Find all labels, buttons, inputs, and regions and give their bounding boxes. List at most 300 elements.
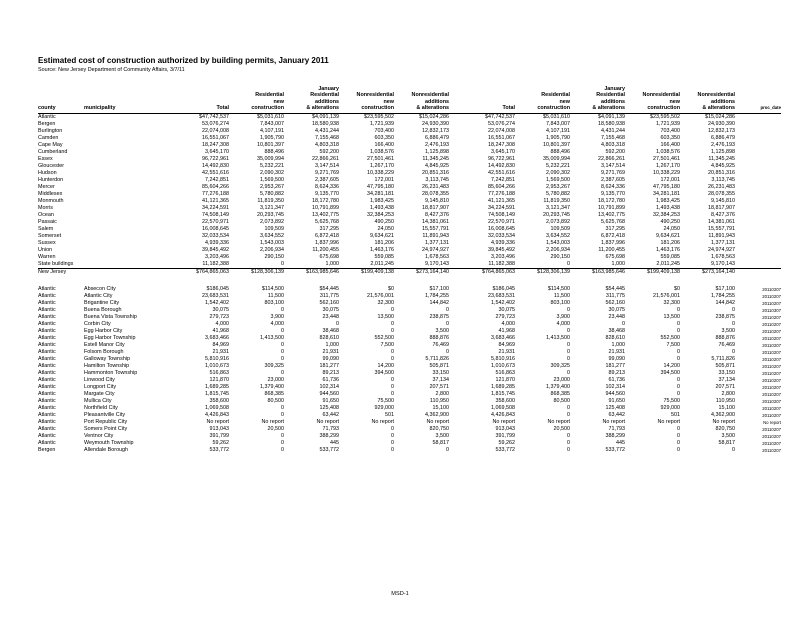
proc-date-cell: 20110207: [762, 356, 781, 362]
value-cell-repeat: 23,683,531: [488, 292, 515, 299]
value-cell: 3,113,745: [425, 176, 449, 183]
value-cell-repeat: $4,091,139: [598, 113, 625, 120]
value-cell-repeat: 559,085: [660, 253, 680, 260]
value-cell: 76,469: [432, 341, 449, 348]
value-cell: 4,431,244: [315, 127, 339, 134]
value-cell-repeat: 22,866,261: [598, 155, 625, 162]
value-cell: 59,262: [212, 439, 229, 446]
value-cell: No report: [206, 418, 229, 425]
proc-date-cell: [735, 247, 781, 254]
county-cell: Atlantic: [38, 418, 56, 425]
value-cell: 1,721,939: [370, 120, 394, 127]
proc-date-cell: 20110207: [762, 377, 781, 383]
value-cell-repeat: 2,476,193: [711, 141, 735, 148]
proc-date-cell: [735, 177, 781, 184]
value-cell: 0: [391, 320, 394, 327]
county-row: [38, 149, 781, 156]
value-cell: 0: [391, 327, 394, 334]
municipality-row: [38, 356, 781, 363]
proc-date-cell: [735, 156, 781, 163]
value-cell-repeat: 18,817,907: [708, 204, 735, 211]
source-note: Source: New Jersey Department of Community Affairs, 3/7/11: [38, 67, 185, 73]
value-cell-repeat: 35,009,994: [543, 155, 570, 162]
municipality-cell: Absecon City: [84, 285, 116, 292]
county-row: [38, 142, 781, 149]
value-cell-repeat: 0: [677, 446, 680, 453]
value-cell: 309,325: [264, 362, 284, 369]
proc-date-cell: [735, 261, 781, 269]
county-cell: Atlantic: [38, 383, 56, 390]
value-cell: 37,134: [432, 376, 449, 383]
value-cell: 63,442: [322, 411, 339, 418]
value-cell-repeat: No report: [547, 418, 570, 425]
county-cell: Warren: [38, 253, 56, 260]
value-cell-repeat: 1,678,563: [711, 253, 735, 260]
value-cell: 1,569,500: [260, 176, 284, 183]
county-cell: Bergen: [38, 446, 56, 453]
value-cell-repeat: 21,931: [498, 348, 515, 355]
value-cell-repeat: 388,299: [605, 432, 625, 439]
proc-date-cell: 20110207: [762, 440, 781, 446]
value-cell: 0: [391, 383, 394, 390]
value-cell: 0: [281, 260, 284, 267]
value-cell: 0: [281, 306, 284, 313]
value-cell: 533,772: [319, 446, 339, 453]
county-cell: Atlantic: [38, 404, 56, 411]
value-cell-repeat: 181,277: [605, 362, 625, 369]
value-cell: $764,865,063: [157, 268, 229, 276]
value-cell: 592,200: [319, 148, 339, 155]
value-cell: 1,678,563: [425, 253, 449, 260]
spacer-row: [38, 276, 781, 286]
county-cell: Sussex: [38, 239, 56, 246]
value-cell-repeat: 8,624,336: [601, 183, 625, 190]
value-cell: 22,866,261: [312, 155, 339, 162]
municipality-cell: Margate City: [84, 390, 115, 397]
value-cell-repeat: 9,271,769: [601, 169, 625, 176]
value-cell-repeat: 9,145,810: [711, 197, 735, 204]
value-cell-repeat: 913,043: [495, 425, 515, 432]
value-cell: 121,870: [209, 376, 229, 383]
value-cell: 71,793: [322, 425, 339, 432]
value-cell: 0: [391, 432, 394, 439]
municipality-cell: Buena Borough: [84, 306, 122, 313]
col-nonres-alt-2: Nonresidential additions & alterations: [680, 86, 735, 113]
value-cell: 0: [446, 306, 449, 313]
municipality-row: [38, 314, 781, 321]
value-cell: $47,742,537: [199, 113, 229, 120]
value-cell: 77,276,188: [202, 190, 229, 197]
value-cell: 505,871: [429, 362, 449, 369]
value-cell-repeat: 26,231,483: [708, 183, 735, 190]
value-cell-repeat: 4,362,900: [711, 411, 735, 418]
value-cell-repeat: 1,069,508: [491, 404, 515, 411]
value-cell-repeat: 1,815,745: [491, 390, 515, 397]
value-cell-repeat: 23,448: [608, 313, 625, 320]
value-cell-repeat: 18,247,308: [488, 141, 515, 148]
value-cell: 317,295: [319, 225, 339, 232]
value-cell-repeat: 0: [732, 320, 735, 327]
value-cell: 39,845,492: [202, 246, 229, 253]
value-cell: 3,203,496: [205, 253, 229, 260]
value-cell-repeat: 391,799: [495, 432, 515, 439]
municipality-row: [38, 370, 781, 377]
municipality-row: [38, 321, 781, 328]
value-cell-repeat: 41,968: [498, 327, 515, 334]
col-total: Total: [157, 86, 229, 113]
value-cell: 3,900: [270, 313, 284, 320]
value-cell-repeat: 311,775: [605, 292, 625, 299]
value-cell-repeat: $273,164,140: [680, 268, 735, 276]
value-cell-repeat: 533,772: [605, 446, 625, 453]
value-cell: 7,242,851: [205, 176, 229, 183]
value-cell: 11,500: [267, 292, 284, 299]
county-cell: New Jersey: [38, 268, 84, 276]
value-cell: $5,031,610: [257, 113, 284, 120]
municipality-cell: [84, 142, 157, 149]
value-cell-repeat: 34,224,591: [488, 204, 515, 211]
value-cell-repeat: 2,206,934: [546, 246, 570, 253]
value-cell-repeat: 0: [567, 369, 570, 376]
value-cell-repeat: 516,863: [495, 369, 515, 376]
municipality-cell: [84, 184, 157, 191]
county-cell: Passaic: [38, 218, 57, 225]
value-cell-repeat: 6,886,479: [711, 134, 735, 141]
value-cell: 34,224,591: [202, 204, 229, 211]
value-cell-repeat: 603,350: [660, 134, 680, 141]
value-cell-repeat: 41,121,365: [488, 197, 515, 204]
col-res-alt: January Residential additions & alterations: [284, 86, 339, 113]
value-cell: 23,000: [267, 376, 284, 383]
value-cell: 9,145,810: [425, 197, 449, 204]
value-cell-repeat: 37,134: [718, 376, 735, 383]
county-cell: Gloucester: [38, 162, 65, 169]
value-cell-repeat: 279,723: [495, 313, 515, 320]
value-cell-repeat: $0: [674, 285, 680, 292]
value-cell-repeat: 10,791,899: [598, 204, 625, 211]
municipality-row: [38, 440, 781, 447]
municipality-rows: [38, 286, 781, 454]
value-cell-repeat: $15,024,286: [705, 113, 735, 120]
value-cell-repeat: 820,750: [715, 425, 735, 432]
value-cell: 0: [281, 446, 284, 453]
value-cell: 32,033,534: [202, 232, 229, 239]
municipality-cell: Egg Harbor City: [84, 327, 123, 334]
value-cell: 84,969: [212, 341, 229, 348]
value-cell-repeat: 20,293,745: [543, 211, 570, 218]
proc-date-cell: [735, 170, 781, 177]
value-cell-repeat: No report: [602, 418, 625, 425]
value-cell-repeat: 0: [567, 260, 570, 267]
proc-date-cell: [735, 128, 781, 135]
value-cell-repeat: 75,500: [663, 397, 680, 404]
value-cell-repeat: 16,008,645: [488, 225, 515, 232]
value-cell: 516,863: [209, 369, 229, 376]
proc-date-cell: 20110207: [762, 384, 781, 390]
page-title: Estimated cost of construction authorized by building permits, January 2011: [38, 56, 329, 65]
value-cell-repeat: 5,232,221: [546, 162, 570, 169]
value-cell: 11,819,350: [257, 197, 284, 204]
value-cell: 58,817: [432, 439, 449, 446]
value-cell-repeat: 0: [677, 390, 680, 397]
value-cell-repeat: 0: [677, 327, 680, 334]
value-cell-repeat: 80,500: [553, 397, 570, 404]
value-cell: 311,775: [319, 292, 339, 299]
value-cell: 1,010,673: [205, 362, 229, 369]
value-cell: 30,075: [322, 306, 339, 313]
value-cell-repeat: 30,075: [498, 306, 515, 313]
value-cell: 34,281,181: [367, 190, 394, 197]
value-cell-repeat: 27,501,461: [653, 155, 680, 162]
county-row: [38, 254, 781, 261]
proc-date-cell: 20110307: [762, 307, 781, 313]
value-cell: 28,078,355: [422, 190, 449, 197]
county-row: [38, 212, 781, 219]
value-cell-repeat: 166,400: [660, 141, 680, 148]
value-cell-repeat: 74,508,149: [488, 211, 515, 218]
value-cell: $128,306,139: [229, 268, 284, 276]
value-cell: 4,362,900: [425, 411, 449, 418]
value-cell: 11,345,245: [422, 155, 449, 162]
value-cell-repeat: 22,570,971: [488, 218, 515, 225]
value-cell-repeat: 0: [677, 355, 680, 362]
value-cell-repeat: 7,155,468: [601, 134, 625, 141]
value-cell: 1,125,898: [425, 148, 449, 155]
value-cell: 490,250: [374, 218, 394, 225]
value-cell: 1,815,745: [205, 390, 229, 397]
county-rows: [38, 113, 781, 268]
county-row: [38, 233, 781, 240]
value-cell: 41,121,365: [202, 197, 229, 204]
municipality-row: [38, 335, 781, 342]
value-cell-repeat: 18,580,938: [598, 120, 625, 127]
value-cell: 562,160: [319, 299, 339, 306]
value-cell-repeat: 9,135,770: [601, 190, 625, 197]
value-cell: 703,400: [374, 127, 394, 134]
value-cell-repeat: 0: [677, 376, 680, 383]
value-cell: 27,501,461: [367, 155, 394, 162]
spacer-cell: [515, 276, 570, 286]
proc-date-cell: [735, 163, 781, 170]
value-cell-repeat: 0: [677, 306, 680, 313]
value-cell: 3,121,347: [260, 204, 284, 211]
proc-date-cell: 20110207: [762, 342, 781, 348]
value-cell: 1,493,438: [370, 204, 394, 211]
value-cell: 12,832,173: [422, 127, 449, 134]
municipality-cell: Northfield City: [84, 404, 118, 411]
value-cell: $199,409,138: [339, 268, 394, 276]
municipality-cell: Buena Vista Township: [84, 313, 137, 320]
municipality-cell: Allendale Borough: [84, 446, 129, 453]
value-cell-repeat: 125,408: [605, 404, 625, 411]
value-cell-repeat: 3,113,745: [711, 176, 735, 183]
value-cell-repeat: 24,974,927: [708, 246, 735, 253]
county-cell: Atlantic: [38, 299, 56, 306]
municipality-row: [38, 412, 781, 419]
value-cell-repeat: 15,557,791: [708, 225, 735, 232]
value-cell-repeat: 533,772: [495, 446, 515, 453]
value-cell-repeat: 3,500: [721, 327, 735, 334]
value-cell: 0: [391, 425, 394, 432]
value-cell-repeat: $186,045: [492, 285, 515, 292]
value-cell: 0: [446, 446, 449, 453]
value-cell-repeat: 11,500: [553, 292, 570, 299]
value-cell: 501: [385, 411, 394, 418]
county-cell: Atlantic: [38, 432, 56, 439]
value-cell-repeat: 14,200: [663, 362, 680, 369]
value-cell: 5,625,768: [315, 218, 339, 225]
municipality-cell: Brigantine City: [84, 299, 120, 306]
value-cell: 1,905,790: [260, 134, 284, 141]
col-proc-date: proc_date: [735, 86, 781, 113]
value-cell-repeat: 3,500: [721, 432, 735, 439]
value-cell-repeat: 1,689,285: [491, 383, 515, 390]
value-cell: 85,604,266: [202, 183, 229, 190]
value-cell: 35,009,994: [257, 155, 284, 162]
value-cell-repeat: $163,985,646: [570, 268, 625, 276]
value-cell: 2,476,193: [425, 141, 449, 148]
county-row: [38, 184, 781, 191]
value-cell: 13,402,775: [312, 211, 339, 218]
municipality-cell: Folsom Borough: [84, 348, 124, 355]
proc-date-cell: 20110207: [762, 426, 781, 432]
value-cell: 41,968: [212, 327, 229, 334]
value-cell: 3,683,466: [205, 334, 229, 341]
value-cell: 445: [330, 439, 339, 446]
value-cell-repeat: 0: [622, 320, 625, 327]
proc-date-cell: 20110207: [762, 293, 781, 299]
value-cell-repeat: 207,571: [715, 383, 735, 390]
value-cell-repeat: $199,409,138: [625, 268, 680, 276]
value-cell-repeat: 868,385: [550, 390, 570, 397]
value-cell: 1,689,285: [205, 383, 229, 390]
municipality-row: [38, 377, 781, 384]
proc-date-cell: [735, 268, 781, 276]
municipality-cell: Somers Point City: [84, 425, 128, 432]
county-cell: Cumberland: [38, 148, 68, 155]
value-cell-repeat: 1,377,131: [711, 239, 735, 246]
value-cell: 4,803,318: [315, 141, 339, 148]
value-cell: 18,172,780: [312, 197, 339, 204]
proc-date-cell: 20110207: [762, 398, 781, 404]
value-cell-repeat: 0: [567, 404, 570, 411]
county-cell: Atlantic: [38, 341, 56, 348]
value-cell: 20,851,316: [422, 169, 449, 176]
county-cell: Camden: [38, 134, 59, 141]
value-cell: 9,135,770: [315, 190, 339, 197]
municipality-cell: Longport City: [84, 383, 117, 390]
value-cell: 3,645,170: [205, 148, 229, 155]
proc-date-cell: [735, 240, 781, 247]
municipality-cell: [84, 163, 157, 170]
value-cell: 89,213: [322, 369, 339, 376]
value-cell: No report: [316, 418, 339, 425]
value-cell-repeat: 9,634,621: [656, 232, 680, 239]
value-cell: 913,043: [209, 425, 229, 432]
municipality-cell: [84, 219, 157, 226]
municipality-cell: Egg Harbor Township: [84, 334, 136, 341]
value-cell: 0: [281, 355, 284, 362]
municipality-cell: [84, 240, 157, 247]
value-cell: 1,267,170: [370, 162, 394, 169]
value-cell-repeat: 20,851,316: [708, 169, 735, 176]
county-cell: Atlantic: [38, 425, 56, 432]
proc-date-cell: [735, 142, 781, 149]
value-cell-repeat: 109,509: [550, 225, 570, 232]
value-cell-repeat: 2,800: [721, 390, 735, 397]
proc-date-cell: [735, 254, 781, 261]
proc-date-cell: [735, 219, 781, 226]
value-cell-repeat: 5,625,768: [601, 218, 625, 225]
value-cell: 4,845,925: [425, 162, 449, 169]
value-cell-repeat: 592,200: [605, 148, 625, 155]
value-cell: 238,875: [429, 313, 449, 320]
value-cell: $4,091,139: [312, 113, 339, 120]
value-cell-repeat: 0: [677, 425, 680, 432]
value-cell: 603,350: [374, 134, 394, 141]
value-cell: 5,780,882: [260, 190, 284, 197]
value-cell: 22,074,008: [202, 127, 229, 134]
proc-date-cell: [735, 149, 781, 156]
value-cell: 4,000: [215, 320, 229, 327]
value-cell: 7,155,468: [315, 134, 339, 141]
value-cell: 181,277: [319, 362, 339, 369]
municipality-cell: Atlantic City: [84, 292, 113, 299]
value-cell-repeat: 15,100: [718, 404, 735, 411]
value-cell: 5,232,221: [260, 162, 284, 169]
county-cell: Atlantic: [38, 334, 56, 341]
value-cell-repeat: 58,817: [718, 439, 735, 446]
value-cell: 23,448: [322, 313, 339, 320]
value-cell: 23,683,531: [202, 292, 229, 299]
municipality-cell: [84, 135, 157, 142]
proc-date-cell: 20110207: [762, 286, 781, 292]
value-cell-repeat: 59,262: [498, 439, 515, 446]
value-cell: 20,500: [267, 425, 284, 432]
municipality-row: [38, 419, 781, 426]
value-cell-repeat: 4,000: [556, 320, 570, 327]
municipality-row: [38, 286, 781, 293]
value-cell-repeat: 4,107,191: [546, 127, 570, 134]
municipality-cell: [84, 261, 157, 269]
value-cell: 144,842: [429, 299, 449, 306]
value-cell: 14,200: [377, 362, 394, 369]
value-cell: $114,500: [261, 285, 284, 292]
value-cell: $0: [388, 285, 394, 292]
value-cell: 16,551,067: [202, 134, 229, 141]
value-cell-repeat: 63,442: [608, 411, 625, 418]
value-cell-repeat: 4,803,318: [601, 141, 625, 148]
proc-date-cell: 20110207: [762, 314, 781, 320]
county-cell: Atlantic: [38, 369, 56, 376]
value-cell: 74,508,149: [202, 211, 229, 218]
value-cell-repeat: 1,837,996: [601, 239, 625, 246]
value-cell: 0: [391, 446, 394, 453]
value-cell-repeat: 85,604,266: [488, 183, 515, 190]
value-cell: 1,413,500: [260, 334, 284, 341]
page-footer: MSD-1: [391, 591, 409, 597]
value-cell: 888,876: [429, 334, 449, 341]
value-cell-repeat: 7,843,007: [546, 120, 570, 127]
value-cell-repeat: $23,595,502: [650, 113, 680, 120]
value-cell: 828,610: [319, 334, 339, 341]
value-cell: 820,750: [429, 425, 449, 432]
col-nonres-new-2: Nonresidential new construction: [625, 86, 680, 113]
value-cell-repeat: $114,500: [547, 285, 570, 292]
value-cell-repeat: 9,170,143: [711, 260, 735, 267]
value-cell-repeat: 39,845,492: [488, 246, 515, 253]
municipality-cell: [84, 254, 157, 261]
